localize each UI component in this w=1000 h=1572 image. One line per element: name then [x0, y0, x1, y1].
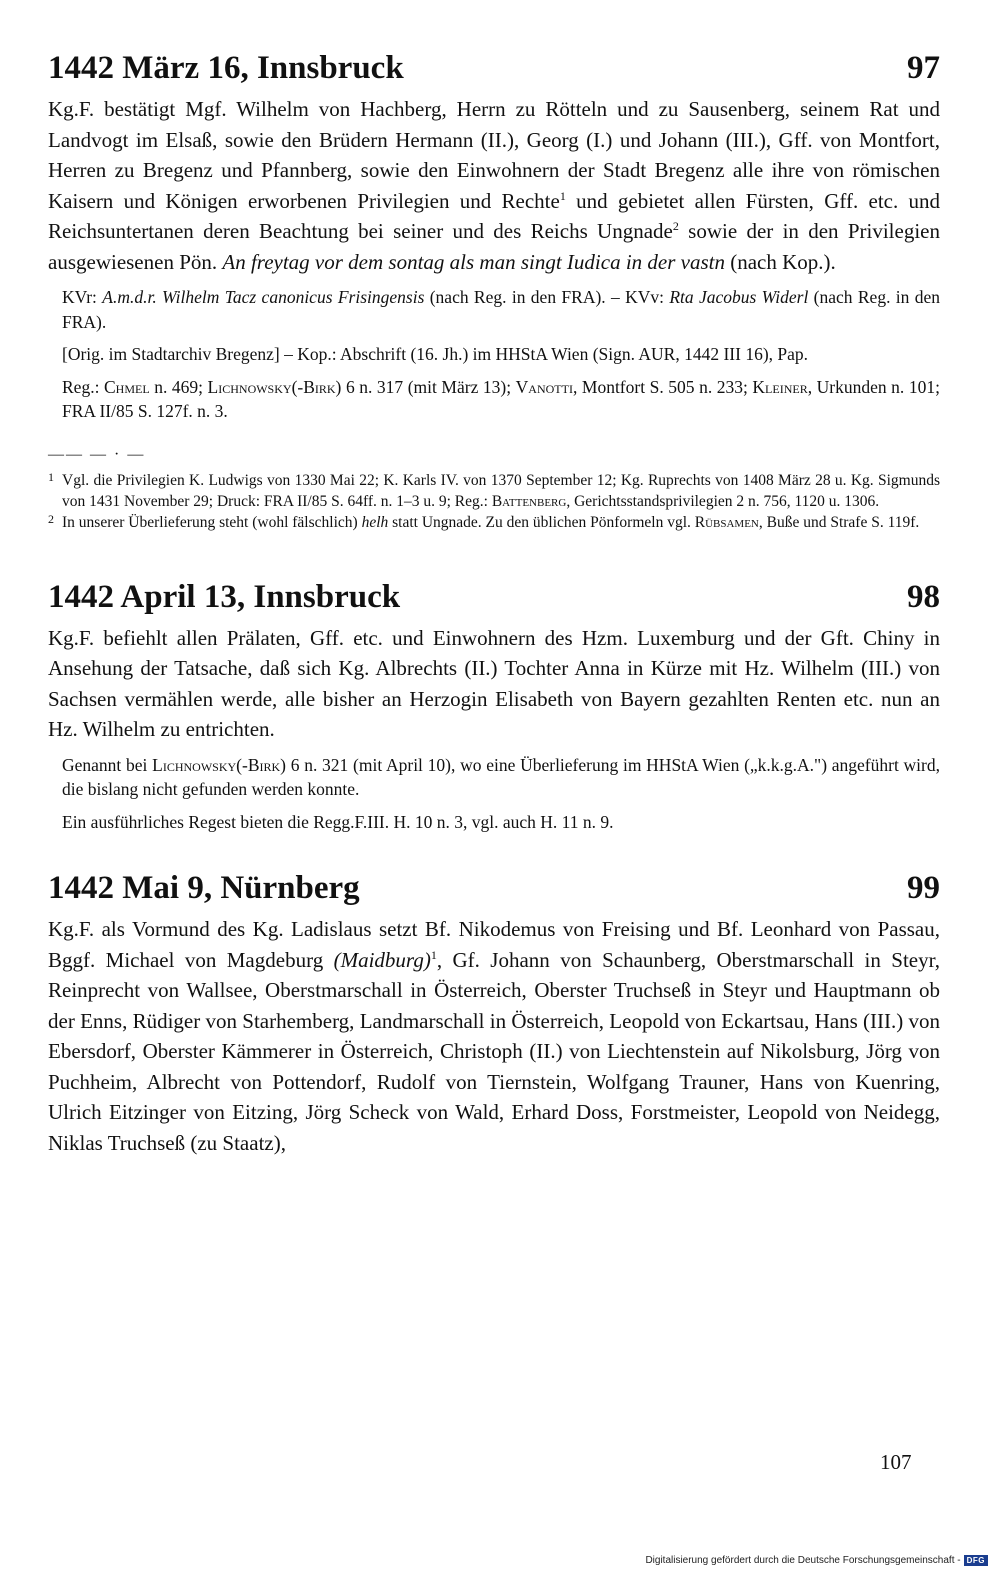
note-part: , Montfort S. 505 n. 233; [572, 376, 753, 397]
note-part: (nach Reg. in den FRA). [62, 287, 941, 332]
entry-99 [48, 868, 940, 1158]
note-italic: A.m.d.r. Wilhelm Tacz canonicus Frisingensis [102, 287, 425, 307]
author-name: Chmel [103, 376, 150, 397]
footnote-divider: —— — · — [48, 445, 146, 463]
footnote-mark: 2 [48, 511, 54, 526]
literature-note [62, 375, 940, 424]
regest-text [48, 914, 940, 1158]
note-part: , Urkunden n. 101; FRA II/85 S. 127f. n. 3. [62, 376, 940, 421]
document-page [48, 48, 940, 1192]
note-part: Reg.: [62, 376, 104, 397]
footnote-part: Vgl. die Privilegien K. Ludwigs von 1330 Mai 22; K. Karls IV. von 1370 September 12; Kg. Ruprechts von 1408 März 28 u. Kg. Sigmunds von 1431 November 29; Druck: FRA II/85 S. 64ff. n. 1–3 u. 9; Reg.: [62, 471, 940, 510]
entry-number: 98 [907, 578, 940, 615]
footnote-italic: helh [361, 513, 389, 531]
author-name: Lichnowsky(-Birk) [152, 754, 286, 775]
footnote-part: In unserer Überlieferung steht (wohl fälschlich) [62, 513, 362, 531]
note-part: 6 n. 317 (mit März 13); [341, 376, 516, 397]
regest-part: Kg.F. bestätigt Mgf. Wilhelm von Hachberg, Herrn zu Rötteln und zu Sausenberg, seinem Rat und Landvogt im Elsaß, sowie den Brüdern Hermann (II.), Georg (I.) und Johann (III.), Gff. von Montfort, Herren zu Bregenz und Pfannberg, sowie den Einwohnern der Stadt Bregenz alle ihre von römischen Kaisern und Königen erworbenen Privilegien und Rechte [48, 97, 940, 213]
entry-heading [48, 577, 940, 617]
entry-number: 97 [907, 50, 940, 86]
entry-98 [48, 577, 940, 835]
regest-part: und gebietet allen Fürsten, Gff. etc. und Reichsuntertanen deren Beachtung bei seiner und des Reichs Ungnade [48, 188, 940, 243]
footnote-mark: 1 [48, 469, 54, 484]
note-part: (nach Reg. in den FRA). – KVv: [424, 287, 670, 307]
page-number: 107 [880, 1450, 912, 1474]
dfg-logo: DFG [964, 1555, 988, 1566]
regest-part: sowie der in den Privilegien ausgewiesenen Pön. [48, 219, 940, 274]
regest-text: Kg.F. befiehlt allen Prälaten, Gff. etc. und Einwohnern des Hzm. Luxemburg und der Gft. Chiny in Ansehung der Tatsache, daß sich Kg. Albrechts (II.) Tochter Anna in Kürze mit Hz. Wilhelm (III.) von Sachsen vermählen werde, alle bisher an Herzogin Elisabeth von Bayern gezahlten Renten etc. nun an Hz. Wilhelm zu entrichten. [48, 625, 940, 741]
regest-reference-note: Ein ausführliches Regest bieten die Regg.F.III. H. 10 n. 3, vgl. auch H. 11 n. 9. [62, 811, 614, 832]
footnote-ref: 1 [430, 947, 437, 962]
entry-heading [48, 48, 940, 88]
note-part: KVr: [62, 287, 103, 307]
footnote-part: , Gerichtsstandsprivilegien 2 n. 756, 1120 u. 1306. [566, 492, 880, 510]
author-name: Lichnowsky(-Birk) [207, 376, 342, 397]
footnote-ref: 2 [672, 219, 679, 233]
regest-part: Kg.F. als Vormund des Kg. Ladislaus setzt Bf. Nikodemus von Freising und Bf. Leonhard von Passau, Bggf. Michael von Magdeburg [48, 917, 940, 972]
footnote-ref: 1 [559, 188, 566, 203]
regest-part: (nach Kop.). [724, 249, 836, 274]
note-part: 6 n. 321 (mit April 10), wo eine Überlieferung im HHStA Wien („k.k.g.A.") angeführt wird, die bislang nicht gefunden werden konnte. [62, 754, 940, 799]
footnote-part: statt Ungnade. Zu den üblichen Pönformeln vgl. [388, 513, 695, 531]
regest-italic: (Maidburg) [333, 947, 431, 972]
entry-date-place: 1442 April 13, Innsbruck [48, 578, 401, 615]
regest-text [48, 94, 940, 277]
entry-date-place: 1442 März 16, Innsbruck [48, 50, 404, 86]
note-italic: Rta Jacobus Widerl [669, 287, 809, 307]
entry-97 [48, 48, 940, 533]
footnote [48, 469, 940, 512]
regest-part: , Gf. Johann von Schaunberg, Oberstmarschall in Steyr, Reinprecht von Wallsee, Oberstmarschall in Österreich, Oberster Truchseß in Steyr und Hauptmann ob der Enns, Rüdiger von Starhemberg, Landmarschall in Österreich, Leopold von Eckartsau, Hans (III.) von Ebersdorf, Oberster Kämmerer in Österreich, Christoph (II.) von Liechtenstein auf Nikolsburg, Jörg von Puchheim, Albrecht von Pottendorf, Rudolf von Tiernstein, Wolfgang Trauner, Hans von Kuenring, Ulrich Eitzinger von Eitzing, Jörg Scheck von Wald, Erhard Doss, Forstmeister, Leopold von Neidegg, Niklas Truchseß (zu Staatz), [48, 947, 940, 1155]
author-name: Vanotti [515, 376, 573, 397]
entry-number: 99 [907, 870, 940, 906]
author-name: Rübsamen [694, 513, 759, 531]
chancery-note [62, 285, 940, 334]
footnote-part: , Buße und Strafe S. 119f. [758, 513, 920, 531]
footnote [48, 511, 940, 533]
entry-date-place: 1442 Mai 9, Nürnberg [48, 870, 360, 906]
entry-heading [48, 868, 940, 908]
tradition-note: [Orig. im Stadtarchiv Bregenz] – Kop.: Abschrift (16. Jh.) im HHStA Wien (Sign. AUR, 1442 III 16), Pap. [62, 344, 809, 364]
funding-footer [645, 1555, 988, 1566]
funding-credit: Digitalisierung gefördert durch die Deutsche Forschungsgemeinschaft - [645, 1555, 961, 1566]
date-formula: An freytag vor dem sontag als man singt Iudica in der vastn [222, 249, 725, 274]
note-part: Genannt bei [62, 754, 153, 775]
note-part: n. 469; [149, 376, 208, 397]
author-name: Battenberg [491, 492, 567, 510]
literature-note [62, 753, 940, 802]
author-name: Kleiner [752, 376, 808, 397]
